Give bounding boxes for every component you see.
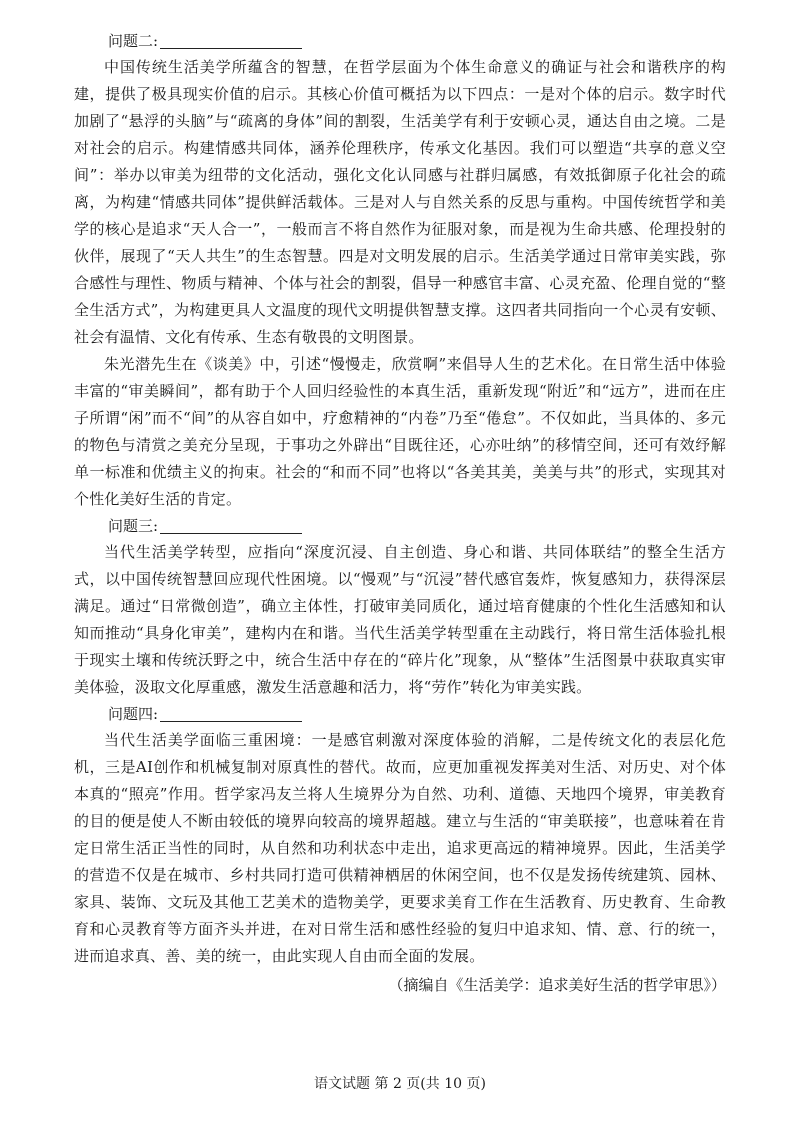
page-footer: 语文试题 第 2 页(共 10 页) (314, 1076, 486, 1092)
exam-page-content (74, 28, 726, 999)
question-3-label: 问题三: (108, 517, 159, 535)
source-citation: （摘编自《生活美学：追求美好生活的哲学审思》） (388, 976, 726, 994)
paragraph-4: 当代生活美学面临三重困境：一是感官刺激对深度体验的消解，二是传统文化的表层化危机，三是AI创作和机械复制对原真性的替代。故而，应更加重视发挥美对生活、对历史、对个体本真的“照亮”作用。哲学家冯友兰将人生境界分为自然、功利、道德、天地四个境界，审美教育的目的便是使人不断由较低的境界向较高的境界超越。建立与生活的“审美联接”，也意味着在肯定日常生活正当性的同时，从自然和功利状态中走出，追求更高远的精神境界。因此，生活美学的营造不仅是在城市、乡村共同打造可供精神栖居的休闲空间，也不仅是发扬传统建筑、园林、家具、装饰、文玩及其他工艺美术的造物美学，更要求美育工作在生活教育、历史教育、生命教育和心灵教育等方面齐头并进，在对日常生活和感性经验的复归中追求知、情、意、行的统一，进而追求真、善、美的统一，由此实现人自由而全面的发展。 (74, 731, 726, 965)
question-3-answer-blank[interactable] (160, 515, 302, 534)
paragraph-3: 当代生活美学转型，应指向“深度沉浸、自主创造、身心和谐、共同体联结”的整全生活方式，以中国传统智慧回应现代性困境。以“慢观”与“沉浸”替代感官轰炸，恢复感知力，获得深层满足。通过“日常微创造”，确立主体性，打破审美同质化，通过培育健康的个性化生活感知和认知而推动“具身化审美”，建构内在和谐。当代生活美学转型重在主动践行，将日常生活体验扎根于现实土壤和传统沃野之中，统合生活中存在的“碎片化”现象，从“整体”生活图景中获取真实审美体验，汲取文化厚重感，激发生活意趣和活力，将“劳作”转化为审美实践。 (74, 543, 726, 696)
question-2-line (74, 28, 726, 54)
question-2-label: 问题二: (108, 32, 159, 50)
question-4-label: 问题四: (108, 705, 159, 723)
paragraph-2: 朱光潜先生在《谈美》中，引述“慢慢走，欣赏啊”来倡导人生的艺术化。在日常生活中体验丰富的“审美瞬间”，都有助于个人回归经验性的本真生活，重新发现“附近”和“远方”，进而在庄子所谓“闲”而不“间”的从容自如中，疗愈精神的“内卷”乃至“倦怠”。不仅如此，当具体的、多元的物色与清赏之美充分呈现，于事功之外辟出“目既往还，心亦吐纳”的移情空间，还可有效纾解单一标准和优绩主义的拘束。社会的“和而不同”也将以“各美其美，美美与共”的形式，实现其对个性化美好生活的肯定。 (74, 355, 726, 508)
question-4-line (74, 701, 726, 727)
question-2-answer-blank[interactable] (160, 30, 302, 49)
question-3-line (74, 513, 726, 539)
paragraph-1: 中国传统生活美学所蕴含的智慧，在哲学层面为个体生命意义的确证与社会和谐秩序的构建，提供了极具现实价值的启示。其核心价值可概括为以下四点：一是对个体的启示。数字时代加剧了“悬浮的头脑”与“疏离的身体”间的割裂，生活美学有利于安顿心灵，通达自由之境。二是对社会的启示。构建情感共同体，涵养伦理秩序，传承文化基因。我们可以塑造“共享的意义空间”：举办以审美为纽带的文化活动，强化文化认同感与社群归属感，有效抵御原子化社会的疏离，为构建“情感共同体”提供鲜活载体。三是对人与自然关系的反思与重构。中国传统哲学和美学的核心是追求“天人合一”，一般而言不将自然作为征服对象，而是视为生命共感、伦理投射的伙伴，展现了“天人共生”的生态智慧。四是对文明发展的启示。生活美学通过日常审美实践，弥合感性与理性、物质与精神、个体与社会的割裂，倡导一种感官丰富、心灵充盈、伦理自觉的“整全生活方式”，为构建更具人文温度的现代文明提供智慧支撑。这四者共同指向一个心灵有安顿、社会有温情、文化有传承、生态有敬畏的文明图景。 (74, 58, 726, 346)
question-4-answer-blank[interactable] (160, 703, 302, 722)
